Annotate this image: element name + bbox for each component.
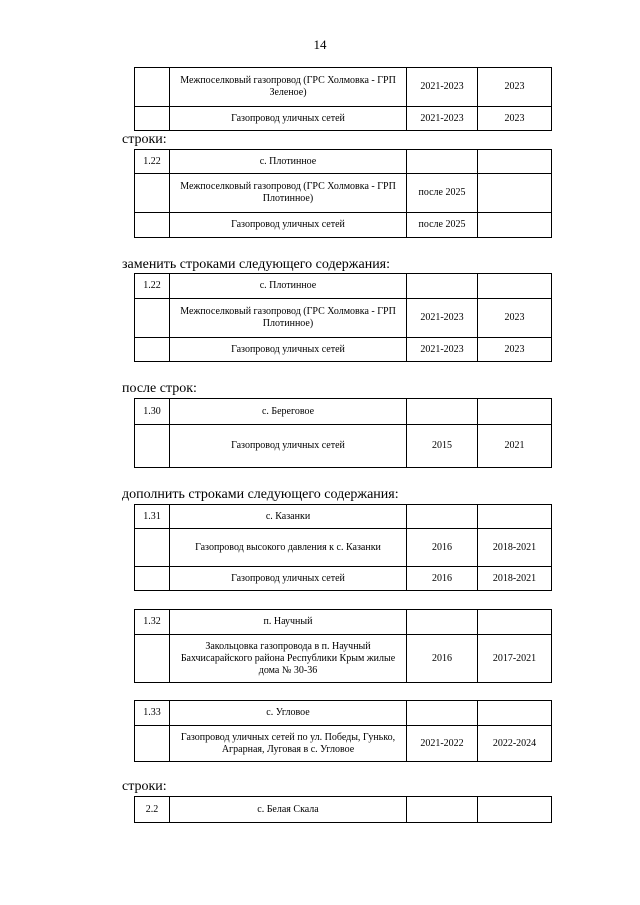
table-4 xyxy=(134,504,552,591)
row-period: 2016 xyxy=(407,635,478,683)
section-label: строки: xyxy=(122,132,167,147)
table-row xyxy=(135,726,552,762)
row-year xyxy=(478,174,552,213)
row-number xyxy=(135,174,170,213)
row-name: Межпоселковый газопровод (ГРС Холмовка - ГРП Плотинное) xyxy=(170,299,407,338)
row-name: Газопровод уличных сетей xyxy=(170,567,407,591)
table-row xyxy=(135,107,552,131)
row-year xyxy=(478,274,552,299)
row-period: 2016 xyxy=(407,567,478,591)
row-number: 1.32 xyxy=(135,610,170,635)
row-name: с. Угловое xyxy=(170,701,407,726)
row-number xyxy=(135,529,170,567)
row-year xyxy=(478,610,552,635)
row-number: 2.2 xyxy=(135,797,170,823)
row-name: Газопровод уличных сетей xyxy=(170,425,407,468)
row-number xyxy=(135,213,170,238)
row-period: 2016 xyxy=(407,529,478,567)
row-name: Межпоселковый газопровод (ГРС Холмовка - ГРП Зеленое) xyxy=(170,68,407,107)
row-number xyxy=(135,425,170,468)
page-number: 14 xyxy=(313,37,327,52)
row-period xyxy=(407,610,478,635)
row-number xyxy=(135,726,170,762)
row-year xyxy=(478,399,552,425)
row-period xyxy=(407,505,478,529)
row-year xyxy=(478,213,552,238)
table-row xyxy=(135,150,552,174)
table-row xyxy=(135,213,552,238)
section-label: дополнить строками следующего содержания: xyxy=(122,487,399,502)
table-row xyxy=(135,274,552,299)
row-period: после 2025 xyxy=(407,174,478,213)
row-name: Газопровод уличных сетей xyxy=(170,338,407,362)
row-year xyxy=(478,701,552,726)
row-name: Газопровод высокого давления к с. Казанки xyxy=(170,529,407,567)
row-period xyxy=(407,701,478,726)
row-year: 2023 xyxy=(478,107,552,131)
table-row xyxy=(135,425,552,468)
row-period xyxy=(407,150,478,174)
row-name: Межпоселковый газопровод (ГРС Холмовка - ГРП Плотинное) xyxy=(170,174,407,213)
row-year xyxy=(478,797,552,823)
section-label: заменить строками следующего содержания: xyxy=(122,257,391,272)
row-period xyxy=(407,399,478,425)
table-row xyxy=(135,529,552,567)
row-year: 2023 xyxy=(478,68,552,107)
row-period: 2015 xyxy=(407,425,478,468)
row-number: 1.22 xyxy=(135,274,170,299)
row-period xyxy=(407,274,478,299)
table-5 xyxy=(134,609,552,683)
table-row xyxy=(135,797,552,823)
row-period xyxy=(407,797,478,823)
row-name: с. Плотинное xyxy=(170,150,407,174)
row-name: Газопровод уличных сетей xyxy=(170,213,407,238)
row-name: с. Белая Скала xyxy=(170,797,407,823)
row-period: 2021-2023 xyxy=(407,299,478,338)
row-period: после 2025 xyxy=(407,213,478,238)
table-6 xyxy=(134,700,552,762)
row-year: 2018-2021 xyxy=(478,567,552,591)
table-row xyxy=(135,399,552,425)
table-row xyxy=(135,174,552,213)
row-year: 2023 xyxy=(478,338,552,362)
table-7 xyxy=(134,796,552,823)
table-row xyxy=(135,299,552,338)
row-period: 2021-2022 xyxy=(407,726,478,762)
row-number: 1.31 xyxy=(135,505,170,529)
row-year xyxy=(478,150,552,174)
table-0 xyxy=(134,67,552,131)
row-year: 2023 xyxy=(478,299,552,338)
table-row xyxy=(135,338,552,362)
table-row xyxy=(135,701,552,726)
row-number: 1.33 xyxy=(135,701,170,726)
table-row xyxy=(135,610,552,635)
table-1 xyxy=(134,149,552,238)
row-year: 2017-2021 xyxy=(478,635,552,683)
row-name: Закольцовка газопровода в п. Научный Бахчисарайского района Республики Крым жилые дома № 30-36 xyxy=(170,635,407,683)
row-year: 2021 xyxy=(478,425,552,468)
table-row xyxy=(135,505,552,529)
row-name: с. Береговое xyxy=(170,399,407,425)
row-number: 1.22 xyxy=(135,150,170,174)
row-number: 1.30 xyxy=(135,399,170,425)
row-number xyxy=(135,107,170,131)
row-number xyxy=(135,338,170,362)
row-period: 2021-2023 xyxy=(407,107,478,131)
row-number xyxy=(135,68,170,107)
row-name: с. Казанки xyxy=(170,505,407,529)
row-number xyxy=(135,299,170,338)
section-label: после строк: xyxy=(122,381,197,396)
table-row xyxy=(135,635,552,683)
row-number xyxy=(135,567,170,591)
row-name: с. Плотинное xyxy=(170,274,407,299)
row-name: Газопровод уличных сетей xyxy=(170,107,407,131)
table-3 xyxy=(134,398,552,468)
row-name: п. Научный xyxy=(170,610,407,635)
row-number xyxy=(135,635,170,683)
row-year: 2022-2024 xyxy=(478,726,552,762)
row-period: 2021-2023 xyxy=(407,338,478,362)
table-2 xyxy=(134,273,552,362)
row-year xyxy=(478,505,552,529)
section-label: строки: xyxy=(122,779,167,794)
row-year: 2018-2021 xyxy=(478,529,552,567)
row-period: 2021-2023 xyxy=(407,68,478,107)
table-row xyxy=(135,68,552,107)
row-name: Газопровод уличных сетей по ул. Победы, Гунько, Аграрная, Луговая в с. Угловое xyxy=(170,726,407,762)
table-row xyxy=(135,567,552,591)
